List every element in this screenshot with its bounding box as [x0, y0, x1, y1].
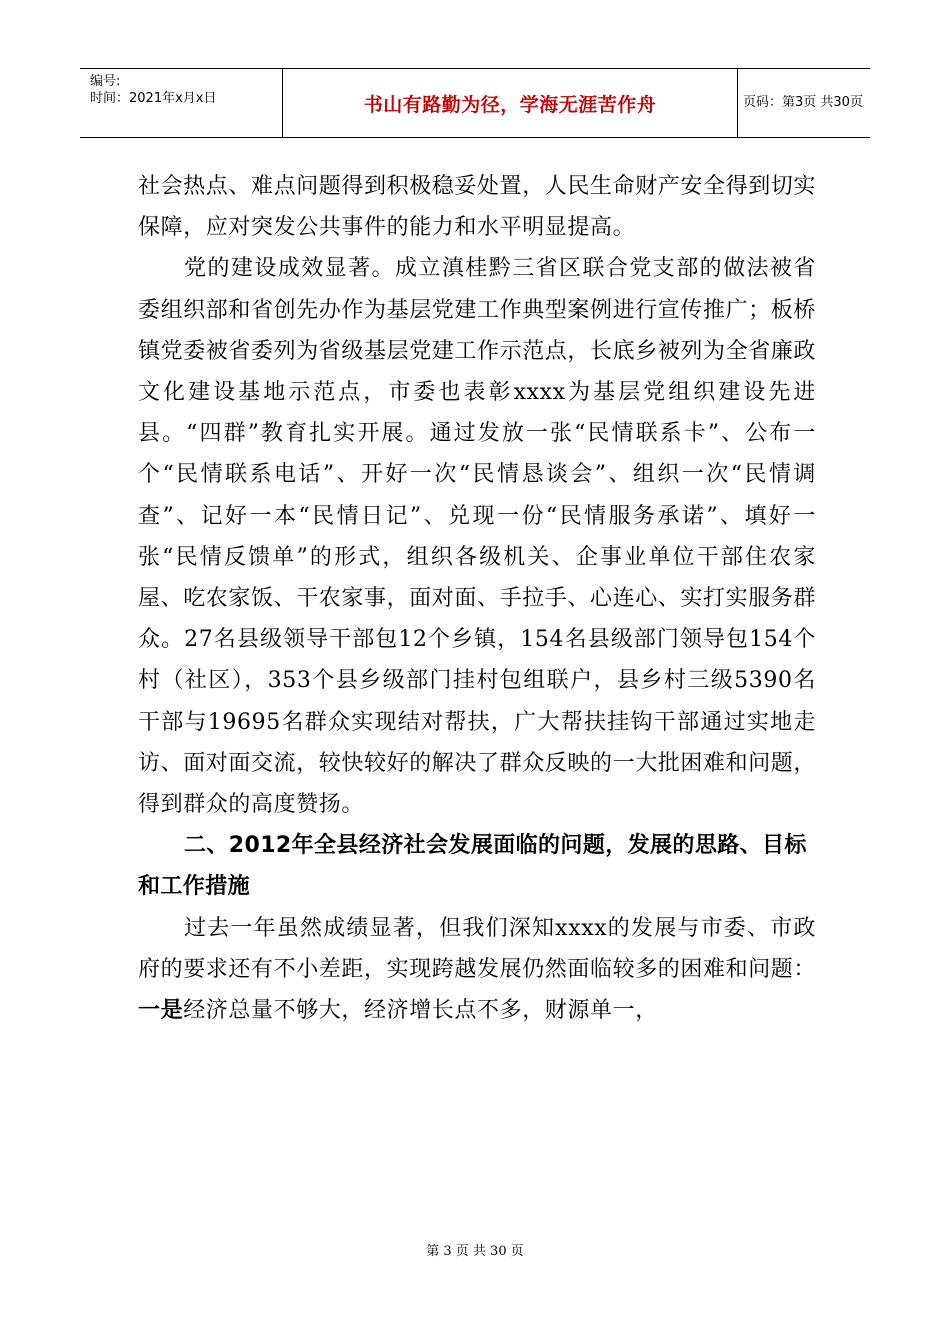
header-meta: [80, 69, 282, 137]
header-page-info: 页码：第3页 共30页: [743, 95, 863, 110]
header-page-cell: [737, 69, 876, 137]
header-motto-cell: [282, 69, 738, 137]
section-heading: 二、2012年全县经济社会发展面临的问题，发展的思路、目标和工作措施: [138, 833, 807, 900]
paragraph-3-start: 过去一年虽然成绩显著，但我们深知xxxx的发展与市委、市政府的要求还有不小差距，实现跨越发展仍然面临较多的困难和问题：: [138, 915, 817, 982]
paragraph-2: 党的建设成效显著。成立滇桂黔三省区联合党支部的做法被省委组织部和省创先办作为基层党建工作典型案例进行宣传推广；板桥镇党委被省委列为省级基层党建工作示范点，长底乡被列为全省廉政文化建设基地示范点，市委也表彰xxxx为基层党组织建设先进县。“四群”教育扎实开展。通过发放一张“民情联系卡”、公布一个“民情联系电话”、开好一次“民情恳谈会”、组织一次“民情调查”、记好一本“民情日记”、兑现一份“民情服务承诺”、填好一张“民情反馈单”的形式，组织各级机关、企事业单位干部住农家屋、吃农家饭、干农家事，面对面、手拉手、心连心、实打实服务群众。27名县级领导干部包12个乡镇，154名县级部门领导包154个村（社区），353个县乡级部门挂村包组联户，县乡村三级5390名干部与19695名群众实现结对帮扶，广大帮扶挂钩干部通过实地走访、面对面交流，较快较好的解决了群众反映的一大批困难和问题，得到群众的高度赞扬。: [138, 256, 817, 818]
document-header: [80, 68, 870, 138]
page-footer: 第 3 页 共 30 页: [426, 1244, 524, 1259]
paragraph-1: 社会热点、难点问题得到积极稳妥处置，人民生命财产安全得到切实保障，应对突发公共事件的能力和水平明显提高。: [138, 174, 817, 241]
paragraph-3: [138, 908, 816, 1032]
paragraph-3-end: 经济总量不够大，经济增长点不多，财源单一，: [183, 998, 658, 1024]
header-motto: 书山有路勤为径，学海无涯苦作舟: [363, 93, 657, 116]
document-body: [138, 166, 816, 1031]
number-label: 编号:: [90, 74, 121, 89]
paragraph-3-bold: 一是: [138, 998, 184, 1024]
time-label: 时间：2021年x月x日: [90, 91, 217, 106]
